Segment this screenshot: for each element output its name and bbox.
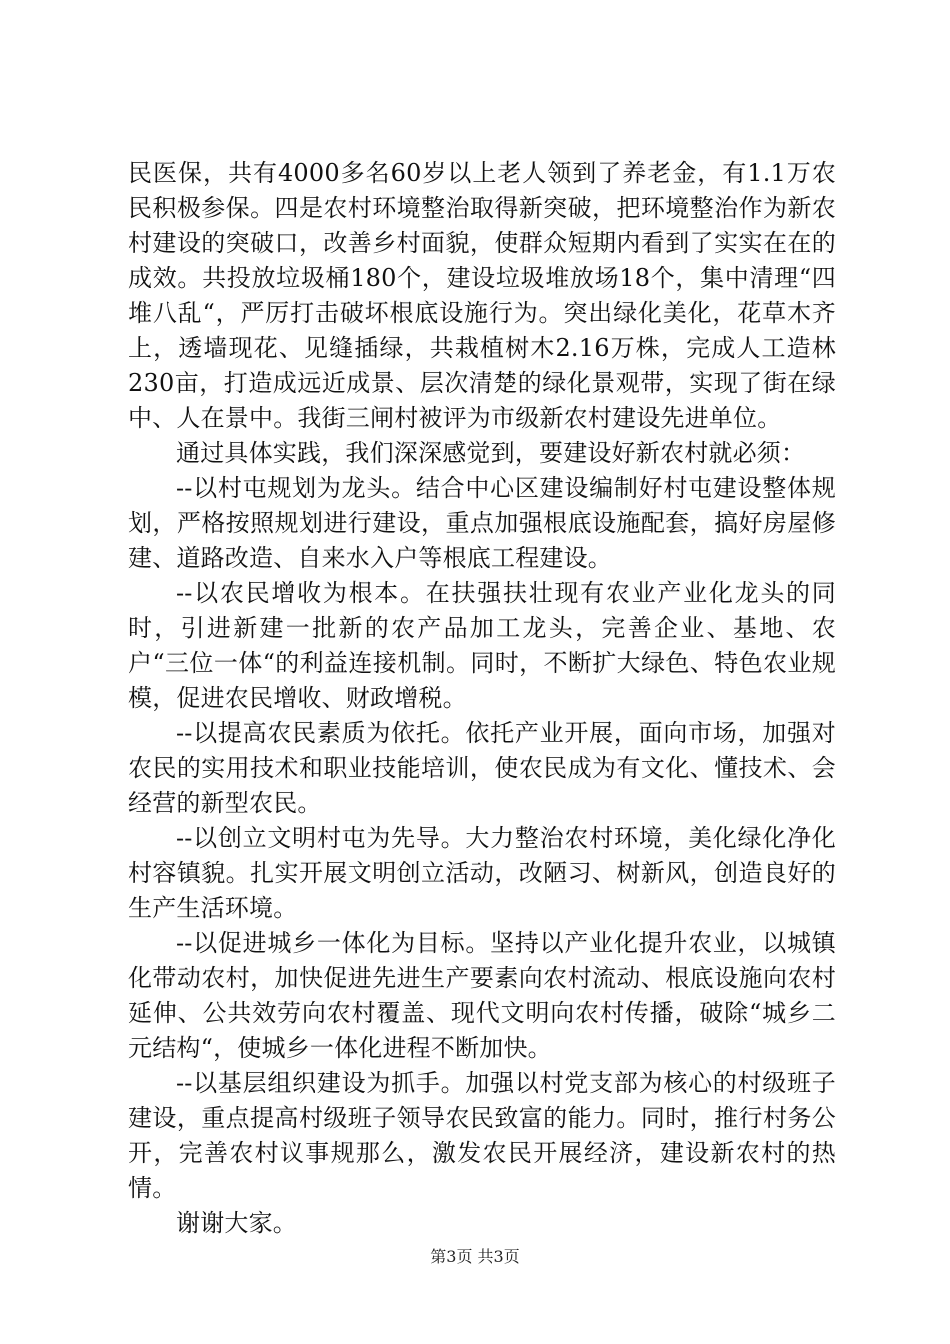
paragraph-village-planning: --以村屯规划为龙头。结合中心区建设编制好村屯建设整体规划，严格按照规划进行建设，重点加强根底设施配套，搞好房屋修建、道路改造、自来水入户等根底工程建设。 — [128, 474, 836, 572]
paragraph-thanks: 谢谢大家。 — [176, 1209, 297, 1237]
document-body — [128, 156, 836, 1241]
paragraph-conclusion-intro: 通过具体实践，我们深深感觉到，要建设好新农村就必须： — [176, 439, 806, 467]
paragraph-urban-rural-integration: --以促进城乡一体化为目标。坚持以产业化提升农业，以城镇化带动农村，加快促进先进生产要素向农村流动、根底设施向农村延伸、公共效劳向农村覆盖、现代文明向农村传播，破除“城乡二元结构“，使城乡一体化进程不断加快。 — [128, 929, 836, 1062]
paragraph-farmer-quality: --以提高农民素质为依托。依托产业开展，面向市场，加强对农民的实用技术和职业技能培训，使农民成为有文化、懂技术、会经营的新型农民。 — [128, 719, 836, 817]
paragraph-civilized-village: --以创立文明村屯为先导。大力整治农村环境，美化绿化净化村容镇貌。扎实开展文明创立活动，改陋习、树新风，创造良好的生产生活环境。 — [128, 824, 836, 922]
paragraph-farmer-income: --以农民增收为根本。在扶强扶壮现有农业产业化龙头的同时，引进新建一批新的农产品加工龙头，完善企业、基地、农户“三位一体“的利益连接机制。同时，不断扩大绿色、特色农业规模，促进农民增收、财政增税。 — [128, 579, 836, 712]
page-footer: 第3页 共3页 — [430, 1247, 520, 1266]
paragraph-environment-summary: 民医保，共有4000多名60岁以上老人领到了养老金，有1.1万农民积极参保。四是农村环境整治取得新突破，把环境整治作为新农村建设的突破口，改善乡村面貌，使群众短期内看到了实实在在的成效。共投放垃圾桶180个，建设垃圾堆放场18个，集中清理“四堆八乱“，严厉打击破坏根底设施行为。突出绿化美化，花草木齐上，透墙现花、见缝插绿，共栽植树木2.16万株，完成人工造林230亩，打造成远近成景、层次清楚的绿化景观带，实现了街在绿中、人在景中。我街三闸村被评为市级新农村建设先进单位。 — [128, 159, 836, 432]
paragraph-grassroots-organization: --以基层组织建设为抓手。加强以村党支部为核心的村级班子建设，重点提高村级班子领导农民致富的能力。同时，推行村务公开，完善农村议事规那么，激发农民开展经济，建设新农村的热情。 — [128, 1069, 836, 1202]
